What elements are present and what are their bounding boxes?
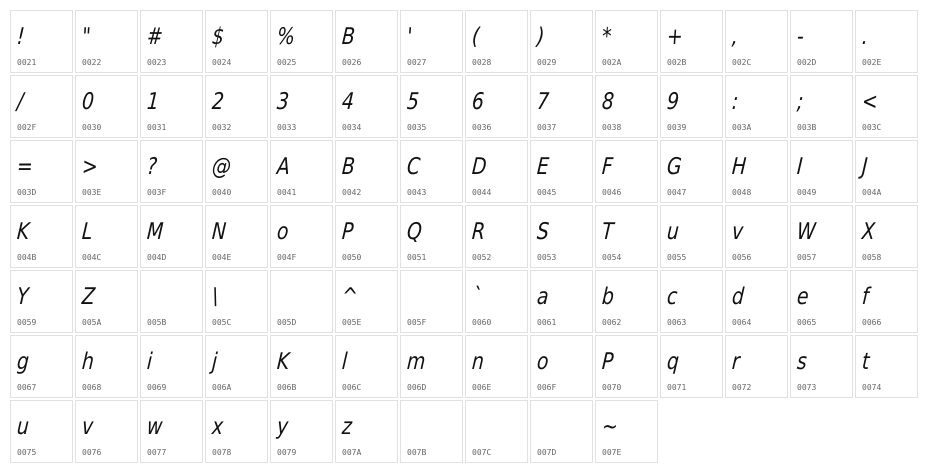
glyph-cell: [595, 75, 658, 138]
glyph-char: S: [536, 219, 550, 245]
glyph-char: >: [81, 154, 99, 180]
glyph-cell: [465, 335, 528, 398]
glyph-code: 003E: [82, 188, 102, 197]
glyph-code: 003C: [862, 123, 882, 132]
glyph-code: 0054: [602, 253, 622, 262]
glyph-char: d: [731, 284, 745, 310]
glyph-cell: [790, 335, 853, 398]
glyph-code: 0075: [17, 448, 37, 457]
glyph-code: 0047: [667, 188, 687, 197]
glyph-cell: [75, 335, 138, 398]
glyph-cell: [595, 270, 658, 333]
glyph-char: K: [276, 349, 291, 375]
glyph-cell: [400, 270, 463, 333]
glyph-char: y: [276, 414, 290, 440]
glyph-char: 3: [276, 89, 290, 115]
glyph-char: 8: [601, 89, 615, 115]
glyph-cell: [855, 10, 918, 73]
glyph-code: 006E: [472, 383, 492, 392]
glyph-char: P: [341, 219, 355, 245]
glyph-cell: [725, 10, 788, 73]
glyph-code: 0061: [537, 318, 557, 327]
glyph-cell: [335, 205, 398, 268]
glyph-code: 0022: [82, 58, 102, 67]
glyph-cell: [465, 205, 528, 268]
glyph-cell: [10, 75, 73, 138]
glyph-cell: [855, 270, 918, 333]
glyph-code: 003F: [147, 188, 167, 197]
glyph-cell: [270, 205, 333, 268]
glyph-cell: [725, 75, 788, 138]
glyph-code: 0064: [732, 318, 752, 327]
glyph-char: c: [666, 284, 679, 310]
glyph-cell: [75, 140, 138, 203]
glyph-code: 006A: [212, 383, 232, 392]
glyph-cell: [400, 10, 463, 73]
glyph-code: 002D: [797, 58, 817, 67]
glyph-cell: [530, 140, 593, 203]
glyph-code: 0071: [667, 383, 687, 392]
glyph-code: 0065: [797, 318, 817, 327]
glyph-cell: [140, 400, 203, 463]
glyph-code: 0066: [862, 318, 882, 327]
glyph-code: 0037: [537, 123, 557, 132]
glyph-cell: [855, 205, 918, 268]
glyph-cell: [140, 140, 203, 203]
glyph-char: N: [211, 219, 228, 245]
glyph-code: 007C: [472, 448, 492, 457]
glyph-cell: [75, 10, 138, 73]
glyph-code: 002B: [667, 58, 687, 67]
glyph-cell: [465, 140, 528, 203]
glyph-cell: [595, 205, 658, 268]
glyph-char: #: [146, 24, 164, 50]
glyph-char: B: [341, 154, 356, 180]
glyph-code: 002C: [732, 58, 752, 67]
glyph-code: 004B: [17, 253, 37, 262]
glyph-code: 0073: [797, 383, 817, 392]
glyph-code: 005C: [212, 318, 232, 327]
glyph-cell: [335, 335, 398, 398]
glyph-char: r: [731, 349, 741, 375]
glyph-cell: [530, 10, 593, 73]
glyph-char: 9: [666, 89, 680, 115]
glyph-char: o: [536, 349, 550, 375]
glyph-code: 006B: [277, 383, 297, 392]
glyph-char: ,: [731, 24, 739, 50]
glyph-code: 005A: [82, 318, 102, 327]
glyph-cell: [400, 205, 463, 268]
glyph-cell: [140, 75, 203, 138]
glyph-cell: [660, 75, 723, 138]
glyph-cell: [335, 75, 398, 138]
glyph-char: R: [471, 219, 487, 245]
glyph-code: 0056: [732, 253, 752, 262]
glyph-char: P: [601, 349, 615, 375]
glyph-cell: [660, 205, 723, 268]
glyph-code: 0034: [342, 123, 362, 132]
glyph-char: L: [81, 219, 94, 245]
glyph-char: A: [276, 154, 291, 180]
glyph-char: Q: [406, 219, 423, 245]
glyph-cell: [335, 10, 398, 73]
glyph-code: 0058: [862, 253, 882, 262]
glyph-char: t: [861, 349, 871, 375]
glyph-cell: [205, 270, 268, 333]
glyph-cell: [10, 140, 73, 203]
glyph-char: o: [276, 219, 290, 245]
glyph-char: D: [471, 154, 488, 180]
glyph-code: 0060: [472, 318, 492, 327]
glyph-cell: [595, 400, 658, 463]
glyph-cell: [465, 75, 528, 138]
glyph-char: X: [861, 219, 876, 245]
glyph-cell: [400, 400, 463, 463]
glyph-char: *: [601, 24, 613, 50]
glyph-cell: [530, 205, 593, 268]
glyph-cell: [530, 400, 593, 463]
glyph-code: 0031: [147, 123, 167, 132]
glyph-code: 0035: [407, 123, 427, 132]
glyph-code: 0025: [277, 58, 297, 67]
glyph-code: 0024: [212, 58, 232, 67]
glyph-cell: [10, 270, 73, 333]
glyph-cell: [530, 270, 593, 333]
glyph-char: z: [341, 414, 353, 440]
glyph-char: v: [731, 219, 745, 245]
glyph-cell: [75, 270, 138, 333]
glyph-cell: [465, 400, 528, 463]
glyph-code: 0051: [407, 253, 427, 262]
glyph-char: Y: [16, 284, 30, 310]
glyph-char: l: [341, 349, 349, 375]
glyph-char: m: [406, 349, 427, 375]
glyph-char: 5: [406, 89, 420, 115]
glyph-char: ): [536, 24, 546, 50]
glyph-code: 0032: [212, 123, 232, 132]
glyph-code: 0078: [212, 448, 232, 457]
glyph-char: H: [731, 154, 748, 180]
glyph-cell: [790, 75, 853, 138]
glyph-code: 0043: [407, 188, 427, 197]
glyph-char: $: [211, 24, 225, 50]
glyph-char: 0: [81, 89, 95, 115]
glyph-code: 0046: [602, 188, 622, 197]
glyph-char: /: [16, 89, 25, 115]
glyph-cell: [725, 270, 788, 333]
glyph-code: 003A: [732, 123, 752, 132]
glyph-cell: [205, 335, 268, 398]
glyph-char: 2: [211, 89, 225, 115]
glyph-code: 004F: [277, 253, 297, 262]
glyph-cell: [725, 140, 788, 203]
glyph-char: i: [146, 349, 154, 375]
glyph-char: q: [666, 349, 680, 375]
glyph-cell: [140, 270, 203, 333]
glyph-code: 0068: [82, 383, 102, 392]
glyph-char: !: [16, 24, 26, 50]
glyph-code: 0044: [472, 188, 492, 197]
glyph-code: 0052: [472, 253, 492, 262]
glyph-cell: [270, 400, 333, 463]
glyph-cell: [595, 140, 658, 203]
glyph-char: g: [16, 349, 30, 375]
glyph-cell: [855, 75, 918, 138]
glyph-char: ^: [341, 284, 359, 310]
glyph-code: 0023: [147, 58, 167, 67]
glyph-char: 6: [471, 89, 485, 115]
glyph-char: b: [601, 284, 615, 310]
glyph-cell: [725, 335, 788, 398]
glyph-code: 006F: [537, 383, 557, 392]
glyph-code: 0033: [277, 123, 297, 132]
glyph-cell: [660, 10, 723, 73]
glyph-char: f: [861, 284, 870, 310]
glyph-cell: [660, 335, 723, 398]
glyph-char: G: [666, 154, 683, 180]
glyph-cell: [205, 10, 268, 73]
glyph-char: u: [666, 219, 680, 245]
glyph-char: a: [536, 284, 550, 310]
glyph-code: 0072: [732, 383, 752, 392]
glyph-cell: [790, 10, 853, 73]
glyph-cell: [270, 335, 333, 398]
glyph-code: 004E: [212, 253, 232, 262]
glyph-cell: [530, 335, 593, 398]
glyph-code: 005E: [342, 318, 362, 327]
glyph-char: .: [861, 24, 869, 50]
glyph-char: u: [16, 414, 30, 440]
glyph-cell: [10, 205, 73, 268]
glyph-cell: [660, 140, 723, 203]
glyph-code: 004A: [862, 188, 882, 197]
glyph-cell: [270, 270, 333, 333]
glyph-code: 0079: [277, 448, 297, 457]
glyph-cell: [75, 400, 138, 463]
glyph-cell: [335, 140, 398, 203]
glyph-cell: [855, 140, 918, 203]
glyph-char: ?: [146, 154, 158, 180]
glyph-cell: [855, 335, 918, 398]
glyph-code: 0029: [537, 58, 557, 67]
glyph-code: 0062: [602, 318, 622, 327]
glyph-cell: [205, 400, 268, 463]
glyph-code: 0076: [82, 448, 102, 457]
glyph-cell: [140, 335, 203, 398]
glyph-code: 0074: [862, 383, 882, 392]
glyph-code: 007A: [342, 448, 362, 457]
glyph-char: n: [471, 349, 485, 375]
glyph-char: M: [146, 219, 165, 245]
glyph-char: h: [81, 349, 95, 375]
glyph-cell: [270, 75, 333, 138]
glyph-cell: [10, 335, 73, 398]
glyph-cell: [75, 75, 138, 138]
glyph-cell: [335, 400, 398, 463]
glyph-cell: [205, 140, 268, 203]
glyph-code: 002A: [602, 58, 622, 67]
glyph-char: ~: [601, 414, 619, 440]
glyph-cell: [335, 270, 398, 333]
glyph-code: 0048: [732, 188, 752, 197]
glyph-code: 007B: [407, 448, 427, 457]
glyph-cell: [140, 205, 203, 268]
glyph-cell: [530, 75, 593, 138]
glyph-char: ;: [796, 89, 805, 115]
glyph-code: 006D: [407, 383, 427, 392]
glyph-char: @: [211, 154, 232, 180]
glyph-code: 0077: [147, 448, 167, 457]
glyph-cell: [205, 205, 268, 268]
glyph-char: C: [406, 154, 422, 180]
glyph-char: Z: [81, 284, 96, 310]
glyph-code: 0069: [147, 383, 167, 392]
glyph-char: I: [796, 154, 804, 180]
glyph-char: `: [471, 284, 483, 310]
glyph-code: 0042: [342, 188, 362, 197]
glyph-cell: [400, 335, 463, 398]
glyph-char: T: [601, 219, 615, 245]
glyph-char: x: [211, 414, 225, 440]
glyph-code: 006C: [342, 383, 362, 392]
glyph-code: 003B: [797, 123, 817, 132]
glyph-cell: [790, 140, 853, 203]
glyph-code: 0038: [602, 123, 622, 132]
glyph-cell: [465, 10, 528, 73]
glyph-cell: [790, 205, 853, 268]
glyph-char: \: [211, 284, 220, 310]
glyph-char: ': [406, 24, 414, 50]
glyph-char: e: [796, 284, 810, 310]
glyph-code: 0053: [537, 253, 557, 262]
glyph-cell: [465, 270, 528, 333]
glyph-code: 007E: [602, 448, 622, 457]
glyph-code: 004D: [147, 253, 167, 262]
glyph-code: 0027: [407, 58, 427, 67]
glyph-char: E: [536, 154, 550, 180]
glyph-char: +: [666, 24, 684, 50]
glyph-code: 003D: [17, 188, 37, 197]
glyph-cell: [205, 75, 268, 138]
glyph-cell: [270, 10, 333, 73]
glyph-code: 007D: [537, 448, 557, 457]
glyph-code: 0049: [797, 188, 817, 197]
glyph-code: 0040: [212, 188, 232, 197]
glyph-code: 0036: [472, 123, 492, 132]
glyph-cell: [400, 140, 463, 203]
glyph-code: 0041: [277, 188, 297, 197]
glyph-char: s: [796, 349, 808, 375]
glyph-code: 0028: [472, 58, 492, 67]
glyph-cell: [10, 10, 73, 73]
glyph-char: <: [861, 89, 879, 115]
glyph-char: :: [731, 89, 740, 115]
glyph-cell: [660, 270, 723, 333]
glyph-char: W: [796, 219, 817, 245]
glyph-code: 005B: [147, 318, 167, 327]
glyph-char: =: [16, 154, 34, 180]
glyph-cell: [270, 140, 333, 203]
glyph-code: 005D: [277, 318, 297, 327]
glyph-code: 0021: [17, 58, 37, 67]
glyph-cell: [725, 205, 788, 268]
glyph-cell: [140, 10, 203, 73]
glyph-cell: [790, 270, 853, 333]
glyph-code: 0055: [667, 253, 687, 262]
glyph-cell: [400, 75, 463, 138]
glyph-char: -: [796, 24, 805, 50]
glyph-cell: [595, 335, 658, 398]
glyph-char: (: [471, 24, 481, 50]
glyph-char: v: [81, 414, 95, 440]
glyph-code: 0026: [342, 58, 362, 67]
glyph-cell: [595, 10, 658, 73]
glyph-code: 0045: [537, 188, 557, 197]
glyph-char: 1: [146, 89, 160, 115]
glyph-code: 0059: [17, 318, 37, 327]
glyph-code: 005F: [407, 318, 427, 327]
glyph-char: 4: [341, 89, 355, 115]
glyph-code: 0070: [602, 383, 622, 392]
glyph-char: K: [16, 219, 31, 245]
glyph-code: 002F: [17, 123, 37, 132]
glyph-char: ": [81, 24, 92, 50]
glyph-code: 0057: [797, 253, 817, 262]
glyph-char: B: [341, 24, 356, 50]
glyph-char: 7: [536, 89, 550, 115]
glyph-code: 0067: [17, 383, 37, 392]
glyph-code: 0050: [342, 253, 362, 262]
glyph-code: 0039: [667, 123, 687, 132]
glyph-char: F: [601, 154, 614, 180]
glyph-char: %: [276, 24, 296, 50]
glyph-code: 002E: [862, 58, 882, 67]
glyph-code: 0030: [82, 123, 102, 132]
glyph-char: w: [146, 414, 164, 440]
glyph-char: j: [211, 349, 219, 375]
glyph-char: J: [861, 154, 869, 180]
glyph-code: 0063: [667, 318, 687, 327]
glyph-cell: [75, 205, 138, 268]
glyph-code: 004C: [82, 253, 102, 262]
glyph-cell: [10, 400, 73, 463]
